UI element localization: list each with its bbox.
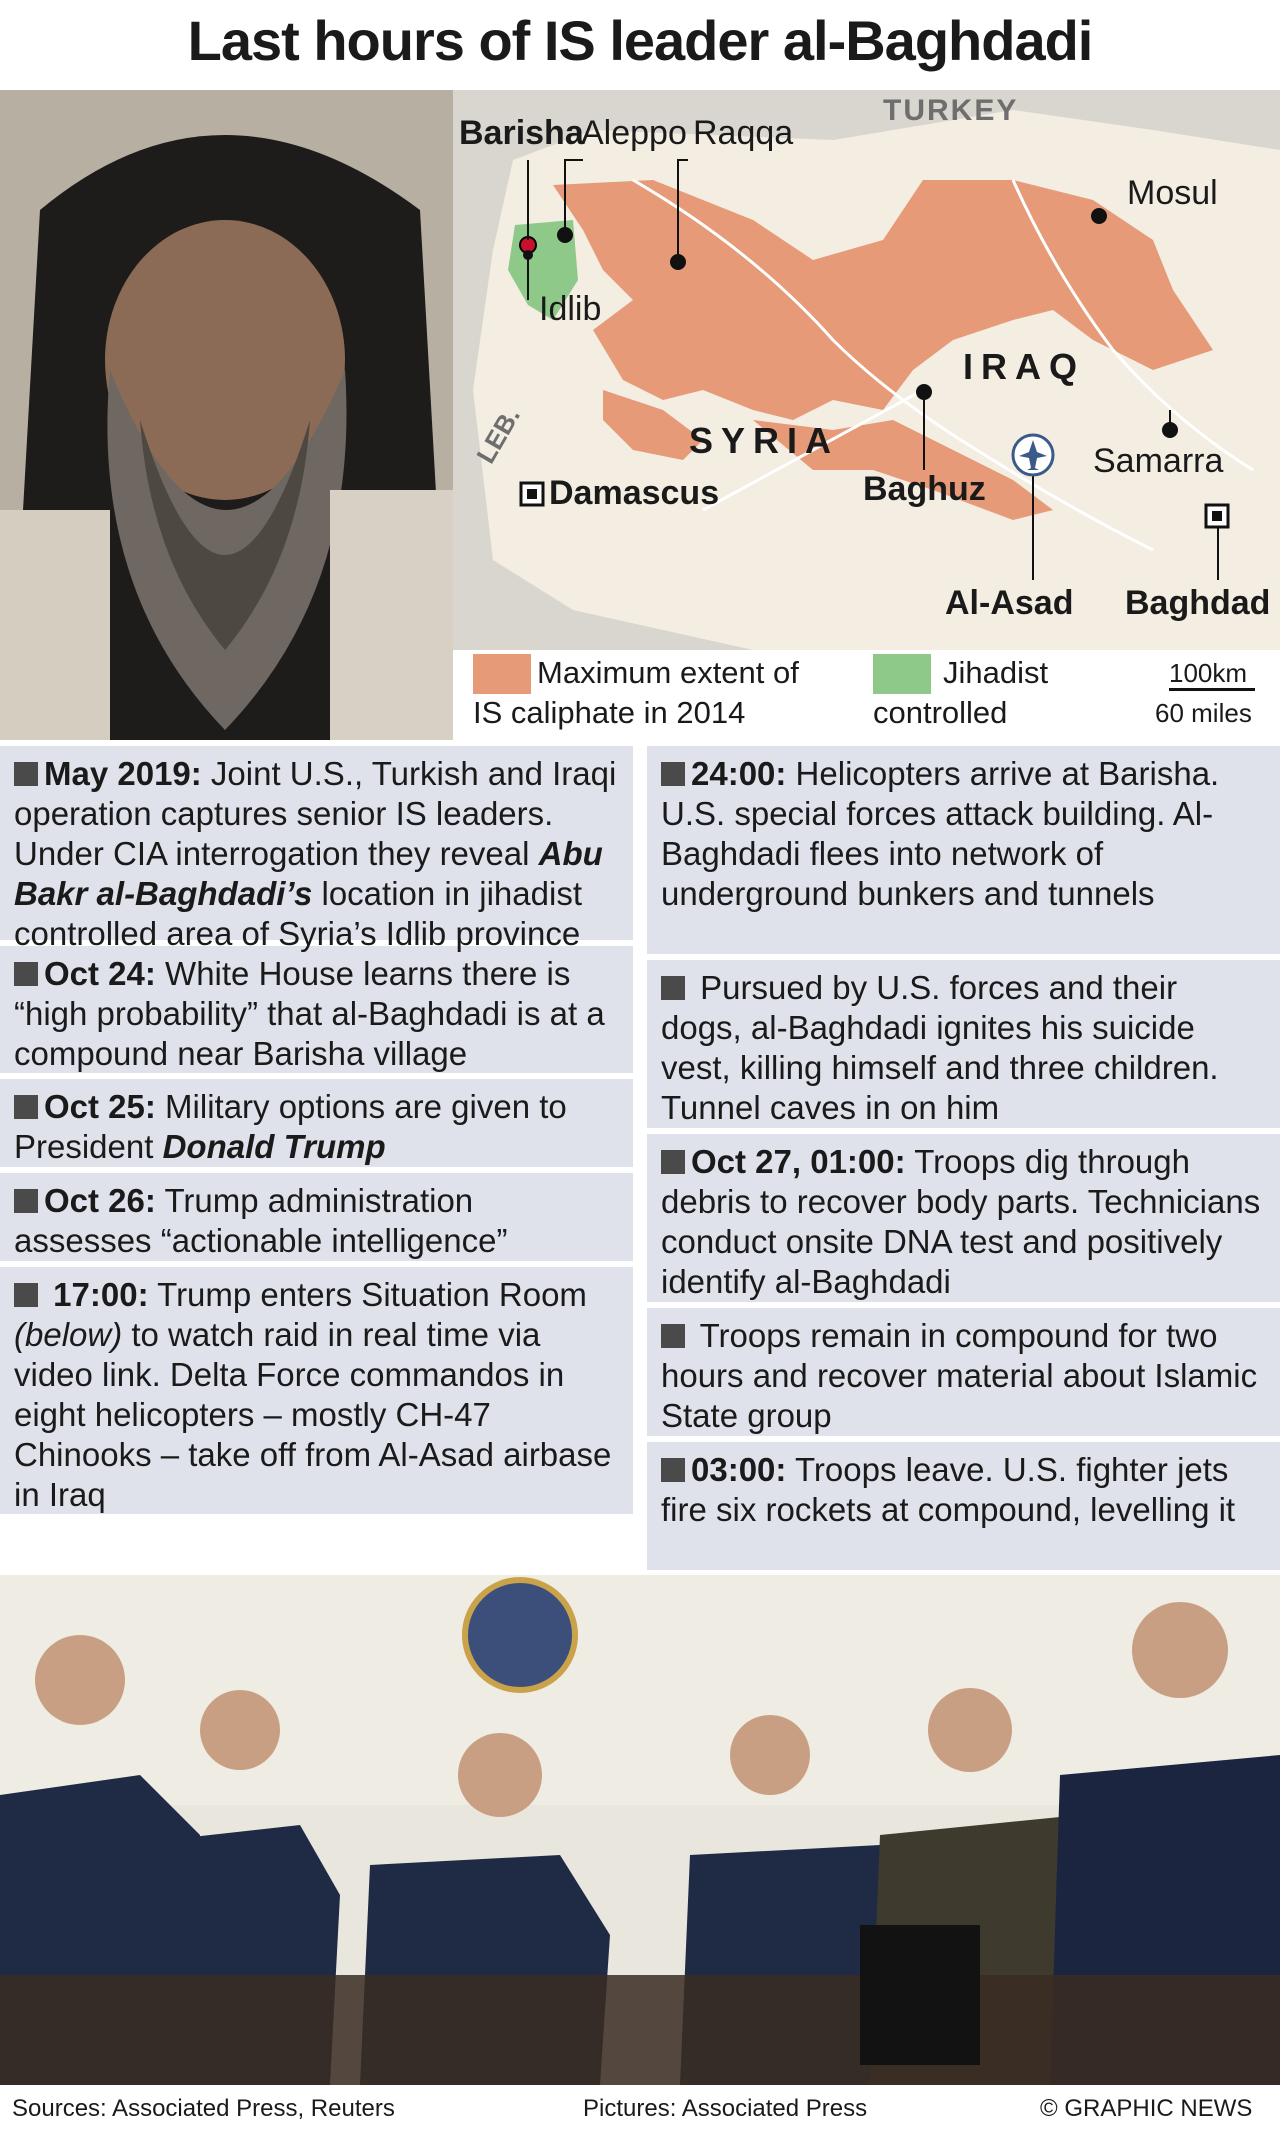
airbase-plane-icon: [1013, 435, 1053, 475]
legend-caliphate-line2: IS caliphate in 2014: [473, 695, 746, 730]
legend-jihadist-line2: controlled: [873, 695, 1008, 730]
situation-room-photo: [0, 1575, 1280, 2085]
region-map: [453, 90, 1280, 650]
map-label-iraq: IRAQ: [963, 346, 1085, 387]
map-label-syria: SYRIA: [689, 420, 840, 461]
footer-sources: Sources: Associated Press, Reuters: [12, 2095, 395, 2122]
timeline-left-column: [0, 746, 633, 1520]
timeline-entry: Pursued by U.S. forces and their dogs, al-Baghdadi ignites his suicide vest, killing himself and three children. Tunnel caves in on him: [647, 960, 1280, 1128]
timeline-entry: Troops remain in compound for two hours and recover material about Islamic State group: [647, 1308, 1280, 1436]
map-label-raqqa: Raqqa: [693, 114, 794, 152]
jihadist-swatch: [873, 654, 931, 694]
page-title: Last hours of IS leader al-Baghdadi: [187, 9, 1093, 72]
bullet-square-icon: [14, 1283, 38, 1307]
footer-pictures: Pictures: Associated Press: [583, 2095, 868, 2122]
timeline-entry: Oct 25: Military options are given to President Donald Trump: [0, 1079, 633, 1167]
map-label-damascus: Damascus: [549, 474, 720, 512]
timeline-entry: May 2019: Joint U.S., Turkish and Iraqi operation captures senior IS leaders. Under CIA interrogation they reveal Abu Bakr al-Baghdadi’s location in jihadist controlled area of Syria’s Idlib province: [0, 746, 633, 940]
raqqa-dot: [670, 254, 686, 270]
bullet-square-icon: [661, 1458, 685, 1482]
bullet-square-icon: [14, 1189, 38, 1213]
legend-caliphate-line1: Maximum extent of: [537, 655, 799, 690]
map-label-idlib: Idlib: [539, 290, 602, 328]
map-label-baghdad: Baghdad: [1125, 584, 1271, 622]
timeline-entry: 17:00: Trump enters Situation Room (below) to watch raid in real time via video link. Delta Force commandos in eight helicopters – mostly CH-47 Chinooks – take off from Al-Asad airbase in Iraq: [0, 1267, 633, 1514]
scale-miles: 60 miles: [1155, 698, 1252, 728]
scale-bar: [1169, 688, 1255, 691]
timeline-right-column: [647, 746, 1280, 1576]
caliphate-swatch: [473, 654, 531, 694]
baghdadi-portrait-photo: [0, 90, 453, 740]
bullet-square-icon: [661, 1324, 685, 1348]
timeline-entry: Oct 24: White House learns there is “high probability” that al-Baghdadi is at a compound near Barisha village: [0, 946, 633, 1073]
map-label-mosul: Mosul: [1127, 174, 1218, 212]
bullet-square-icon: [14, 1095, 38, 1119]
presidential-seal-icon: [465, 1580, 575, 1690]
timeline-entry: 24:00: Helicopters arrive at Barisha. U.S. special forces attack building. Al-Baghdadi flees into network of underground bunkers and tunnels: [647, 746, 1280, 954]
map-label-baghuz: Baghuz: [863, 470, 986, 508]
bullet-square-icon: [661, 1150, 685, 1174]
footer-credit: © GRAPHIC NEWS: [1040, 2095, 1253, 2122]
scale-km: 100km: [1169, 658, 1248, 688]
map-label-aleppo: Aleppo: [581, 114, 687, 152]
bullet-square-icon: [661, 762, 685, 786]
legend-jihadist-line1: Jihadist: [943, 655, 1049, 690]
map-legend: [453, 650, 1280, 740]
map-label-al-asad: Al-Asad: [945, 584, 1074, 622]
map-label-turkey: TURKEY: [883, 94, 1019, 127]
baghuz-dot: [916, 384, 932, 400]
bullet-square-icon: [14, 962, 38, 986]
map-label-barisha: Barisha: [459, 114, 584, 152]
timeline-entry: Oct 27, 01:00: Troops dig through debris to recover body parts. Technicians conduct onsite DNA test and positively identify al-Baghdadi: [647, 1134, 1280, 1302]
bullet-square-icon: [661, 976, 685, 1000]
timeline-entry: Oct 26: Trump administration assesses “actionable intelligence”: [0, 1173, 633, 1261]
map-label-samarra: Samarra: [1093, 442, 1224, 480]
timeline: [0, 740, 1280, 1568]
timeline-entry: 03:00: Troops leave. U.S. fighter jets fire six rockets at compound, levelling it: [647, 1442, 1280, 1570]
mosul-dot: [1091, 208, 1107, 224]
aleppo-dot: [557, 227, 573, 243]
map-label-leb: LEB.: [470, 402, 526, 469]
bullet-square-icon: [14, 762, 38, 786]
footer: [0, 2085, 1280, 2134]
